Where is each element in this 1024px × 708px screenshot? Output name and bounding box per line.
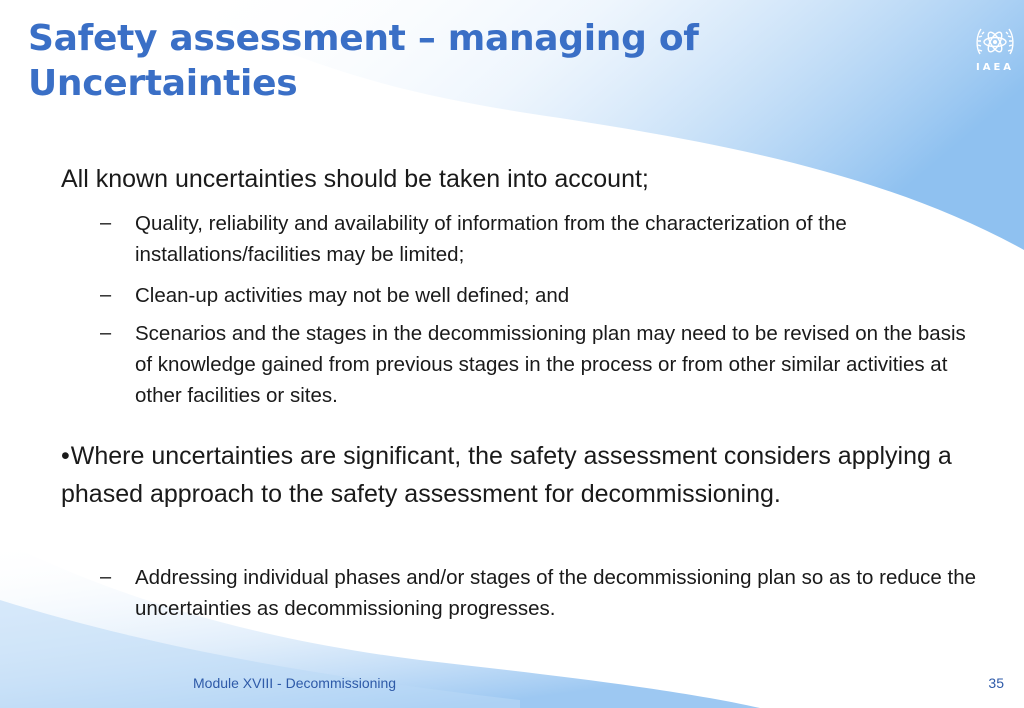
list-item: Clean-up activities may not be well defined; and xyxy=(135,284,570,307)
page-number: 35 xyxy=(988,675,1004,691)
dash-marker: – xyxy=(100,284,112,306)
point2-paragraph xyxy=(61,437,961,513)
intro-text: All known uncertainties should be taken into account; xyxy=(61,165,649,193)
dash-marker: – xyxy=(100,322,112,344)
point2-text: Where uncertainties are significant, the safety assessment considers applying a phased approach to the safety assessment for decommissioning. xyxy=(61,442,952,508)
bullet-marker: • xyxy=(61,442,70,470)
slide-title: Safety assessment – managing of Uncertainties xyxy=(28,18,699,104)
list-item: Scenarios and the stages in the decommissioning plan may need to be revised on the basis of knowledge gained from previous stages in the process or from other similar activities at other facilities or sites. xyxy=(135,322,966,407)
logo-text: IAEA xyxy=(975,62,1015,73)
dash-marker: – xyxy=(100,566,112,588)
list-item: Addressing individual phases and/or stages of the decommissioning plan so as to reduce the uncertainties as decommissioning progresses. xyxy=(135,566,977,620)
list-item: Quality, reliability and availability of information from the characterization of the installations/facilities may be limited; xyxy=(135,212,847,266)
dash-marker: – xyxy=(100,212,112,234)
footer-module: Module XVIII - Decommissioning xyxy=(193,675,397,691)
